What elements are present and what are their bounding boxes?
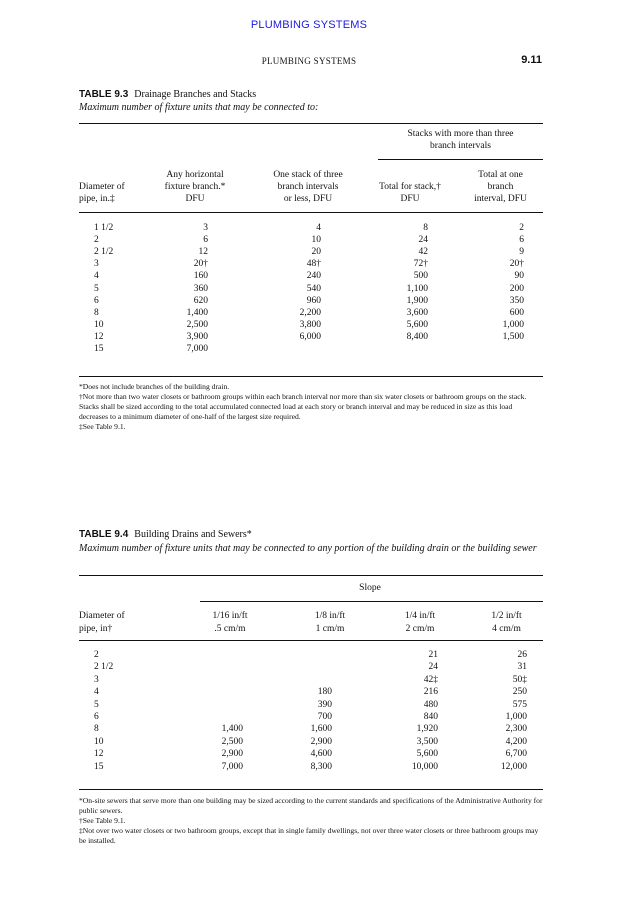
table-9-3-column-header: Total at one [478,170,523,180]
table-cell: 160 [193,271,208,282]
table-cell: 2 1/2 [94,247,114,258]
table-cell: 72† [413,259,428,270]
table-9-3-group-header: branch intervals [430,141,491,151]
table-cell: 2 [519,223,524,233]
table-cell: 8,300 [310,761,332,772]
table-cell: 3 [94,259,99,270]
table-9-3-group-rule [378,159,543,160]
table-cell: 240 [306,271,321,282]
chapter-title: PLUMBING SYSTEMS [261,56,357,66]
table-9-3-column-header: DFU [185,194,205,204]
table-9-3-column-header: Diameter of [79,182,125,192]
table-9-4-title: Building Drains and Sewers* [134,529,252,540]
table-cell: 50‡ [512,674,527,685]
table-cell: 1,100 [406,283,428,294]
table-9-4-column-header: 1 cm/m [315,624,345,634]
table-cell: 2 [94,235,99,246]
footnote: *Does not include branches of the building drain. [79,382,230,391]
table-9-4-column-header: 4 cm/m [492,624,521,634]
table-9-3-group-header: Stacks with more than three [407,129,514,139]
table-cell: 500 [413,271,428,282]
table-cell: 20† [193,259,208,270]
table-cell: 6,700 [505,749,527,760]
page-number: 9.11 [521,54,542,66]
table-9-3-column-header: DFU [400,194,420,204]
table-cell: 2,500 [221,736,243,747]
table-cell: 360 [193,283,208,294]
table-cell: 3 [94,674,99,685]
table-cell: 2,200 [299,307,321,318]
table-9-4-group-rule [200,601,543,602]
table-cell: 15 [94,761,104,772]
table-cell: 3,600 [406,307,428,318]
table-cell: 1,920 [416,724,438,735]
table-cell: 8 [94,307,99,318]
table-cell: 600 [509,307,524,318]
table-9-4-column-header: pipe, in† [79,624,113,634]
table-cell: 5 [94,699,99,710]
table-9-3-column-header: fixture branch.* [164,182,226,192]
table-cell: 1,000 [502,319,524,330]
table-cell: 10 [94,736,104,747]
table-cell: 1,900 [406,295,428,306]
table-cell: 6 [519,235,524,246]
table-cell: 1,600 [310,724,332,735]
table-cell: 12 [198,247,208,258]
table-cell: 10 [311,235,321,246]
table-9-3-label: TABLE 9.3 [79,89,129,100]
table-cell: 4,600 [310,749,332,760]
table-cell: 1,000 [505,712,527,722]
table-cell: 1,400 [221,724,243,735]
table-cell: 2 1/2 [94,662,114,673]
table-cell: 26 [517,650,527,660]
table-cell: 1,500 [502,331,524,342]
table-cell: 6 [203,235,208,246]
table-cell: 960 [306,295,321,306]
table-cell: 2,900 [221,749,243,760]
table-cell: 6 [94,295,99,306]
table-cell: 10 [94,319,104,330]
table-cell: 5,600 [406,319,428,330]
table-cell: 7,000 [221,761,243,772]
table-cell: 1 1/2 [94,223,114,233]
footnote: ‡See Table 9.1. [79,422,126,431]
table-cell: 200 [509,283,524,294]
table-9-3-column-header: branch [487,182,514,192]
table-cell: 4 [316,223,321,233]
table-cell: 5 [94,283,99,294]
table-cell: 2,500 [186,319,208,330]
table-cell: 6,000 [299,331,321,342]
table-cell: 12,000 [500,761,527,772]
table-cell: 700 [317,712,332,722]
footnote: *On-site sewers that serve more than one building may be sized according to the current standards and specifications of the Administrative Authority for public sewers. [79,796,543,815]
table-cell: 3 [203,223,208,233]
table-cell: 2 [94,650,99,660]
table-9-4-subtitle: Maximum number of fixture units that may be connected to any portion of the building drain or the building sewer [79,543,537,554]
table-cell: 4 [94,687,99,698]
table-cell: 12 [94,749,104,760]
table-cell: 8 [94,724,99,735]
footnote: †Not more than two water closets or bathroom groups within each branch interval nor more than six water closets or bathroom groups on the stack. [79,392,527,401]
table-9-3-column-header: interval, DFU [474,194,527,204]
table-cell: 4 [94,271,99,282]
table-cell: 390 [317,699,332,710]
table-cell: 3,800 [299,319,321,330]
table-cell: 42‡ [423,674,438,685]
table-cell: 24 [428,662,438,673]
table-9-3-column-header: or less, DFU [283,194,333,204]
table-9-3-column-header: Total for stack,† [379,182,441,192]
table-cell: 2,300 [505,724,527,735]
table-9-4-column-header: .5 cm/m [214,624,246,634]
table-9-3-top-rule [79,123,543,124]
footnote: †See Table 9.1. [79,816,126,825]
table-cell: 480 [423,699,438,710]
table-9-3-column-header: One stack of three [273,170,343,180]
table-cell: 840 [423,712,438,722]
table-9-4-column-header: Diameter of [79,611,125,621]
table-9-3-header-rule [79,212,543,213]
table-cell: 5,600 [416,749,438,760]
table-9-3-column-header: branch intervals [277,182,339,192]
footnote: ‡Not over two water closets or two bathroom groups, except that in single family dwellings, not over three water closets or three bathroom groups may be installed. [79,826,539,845]
table-9-3-title: Drainage Branches and Stacks [134,89,257,100]
table-9-4-column-header: 1/4 in/ft [404,611,436,621]
table-cell: 2,900 [310,736,332,747]
table-cell: 20 [311,247,321,258]
table-cell: 15 [94,344,104,354]
table-cell: 8 [423,223,428,233]
table-9-4-column-header: 1/2 in/ft [491,611,522,621]
table-cell: 620 [193,295,208,306]
table-9-4-column-header: 2 cm/m [405,624,435,634]
table-cell: 20† [509,259,524,270]
table-cell: 350 [509,295,524,306]
table-cell: 48† [306,259,321,270]
table-9-4-top-rule [79,575,543,576]
table-9-4-column-header: 1/8 in/ft [314,611,346,621]
table-9-3-bottom-rule [79,376,543,377]
table-cell: 4,200 [505,736,527,747]
table-9-3-column-header: Any horizontal [166,170,224,180]
table-9-4-column-header: 1/16 in/ft [212,611,248,621]
table-cell: 180 [317,687,332,698]
table-cell: 216 [423,687,438,698]
table-cell: 24 [418,235,428,246]
table-cell: 575 [512,699,527,710]
table-cell: 12 [94,331,104,342]
table-9-4-bottom-rule [79,789,543,790]
table-9-4-caption [79,529,252,540]
table-9-3-subtitle: Maximum number of fixture units that may be connected to: [79,102,319,113]
table-cell: 540 [306,283,321,294]
table-9-4-group-header: Slope [359,583,381,593]
table-cell: 42 [418,247,428,258]
table-cell: 7,000 [186,344,208,354]
table-9-4-header-rule [79,640,543,641]
table-cell: 90 [514,271,524,282]
table-cell: 9 [519,247,524,258]
table-cell: 250 [512,687,527,698]
table-cell: 8,400 [406,331,428,342]
table-9-4-label: TABLE 9.4 [79,529,129,540]
table-cell: 1,400 [186,307,208,318]
table-cell: 10,000 [411,761,438,772]
table-cell: 31 [517,662,527,673]
running-head: PLUMBING SYSTEMS [250,19,368,31]
table-9-3-column-header: pipe, in.‡ [79,194,115,204]
table-cell: 3,900 [186,331,208,342]
table-cell: 6 [94,712,99,722]
table-9-3-footnotes [79,382,543,432]
table-9-3-caption [79,89,256,100]
table-cell: 21 [428,650,438,660]
footnote: Stacks shall be sized according to the total accumulated connected load at each story or branch interval and may be reduced in size as this load decreases to a minimum diameter of one-half of the largest size required. [79,402,513,421]
table-9-4-footnotes [79,796,543,846]
table-cell: 3,500 [416,736,438,747]
